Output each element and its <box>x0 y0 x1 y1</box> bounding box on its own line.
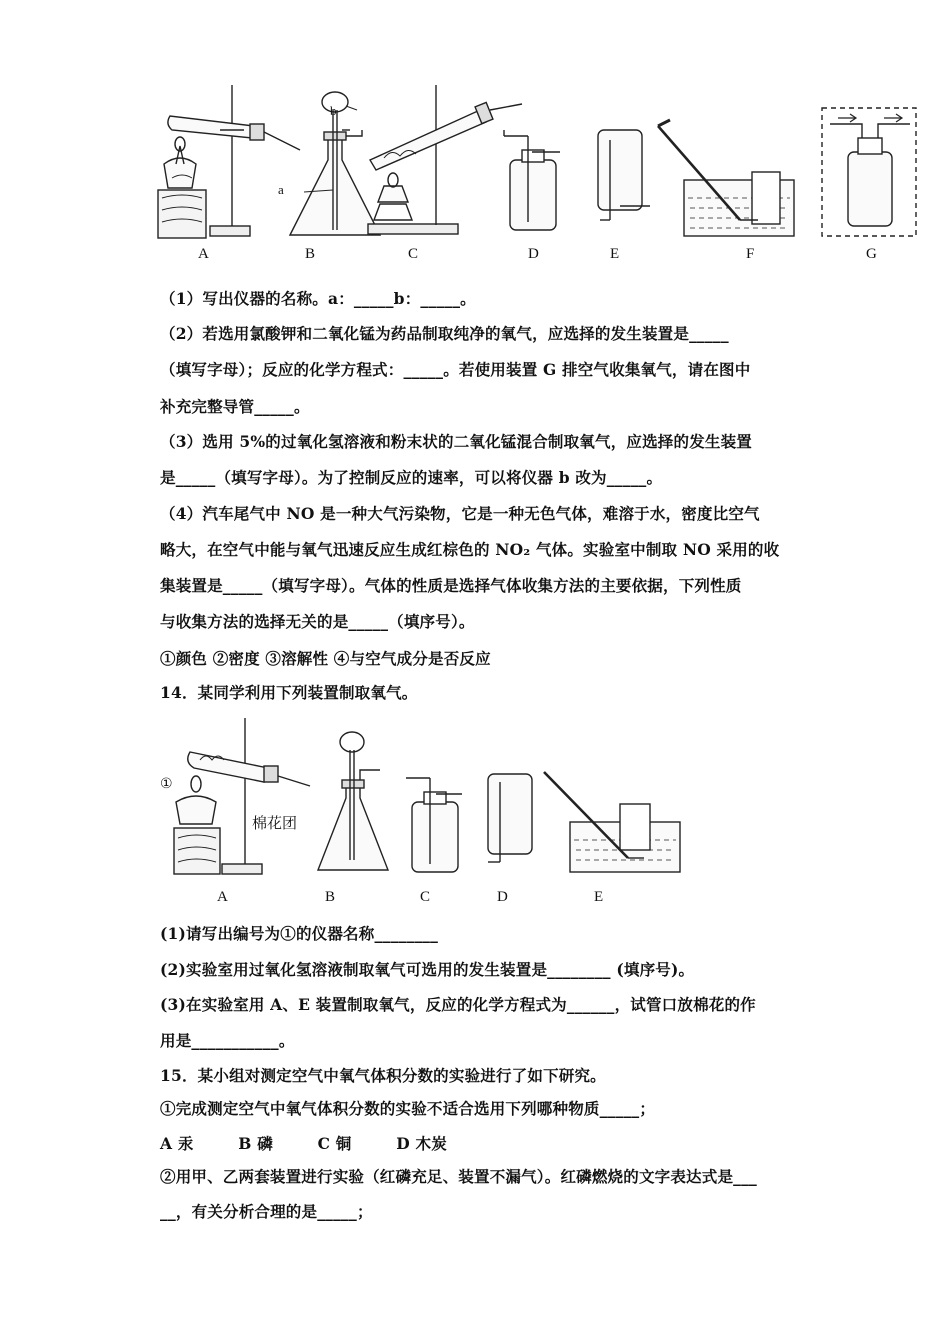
figure-1-label-a: a <box>278 182 284 197</box>
q13-part1: （1）写出仪器的名称。a：_____b：_____。 <box>160 289 476 308</box>
q15-title: 15．某小组对测定空气中氧气体积分数的实验进行了如下研究。 <box>160 1066 606 1085</box>
q14-sub2: (2)实验室用过氧化氢溶液制取氧气可选用的发生装置是________ (填序号)。 <box>160 960 695 979</box>
figure-1-caption-c: C <box>408 246 419 262</box>
apparatus-a-drawing <box>158 85 300 238</box>
q13-part4-options: ①颜色 ②密度 ③溶解性 ④与空气成分是否反应 <box>160 649 491 668</box>
q13-part4-line1: （4）汽车尾气中 NO 是一种大气污染物，它是一种无色气体，难溶于水，密度比空气 <box>160 504 760 523</box>
figure-2-caption-d: D <box>497 889 508 905</box>
q14-sub3-line2: 用是___________。 <box>160 1031 295 1050</box>
q13-part2-line2: （填写字母）；反应的化学方程式：_____。若使用装置 G 排空气收集氧气，请在图中 <box>160 360 751 379</box>
apparatus-g-drawing <box>822 108 916 236</box>
figure-2-caption-c: C <box>420 889 431 905</box>
figure-1-caption-g: G <box>866 246 877 262</box>
figure-2-label-1: ① <box>160 776 173 792</box>
q13-part4-line3: 集装置是_____（填写字母）。气体的性质是选择气体收集方法的主要依据，下列性质 <box>160 576 742 595</box>
q13-part3-line1: （3）选用 5%的过氧化氢溶液和粉末状的二氧化锰混合制取氧气，应选择的发生装置 <box>160 432 752 451</box>
q14-sub1: (1)请写出编号为①的仪器名称________ <box>160 924 439 943</box>
q15-item2-line1: ②用甲、乙两套装置进行实验（红磷充足、装置不漏气）。红磷燃烧的文字表达式是___ <box>160 1167 758 1186</box>
q15-item1: ①完成测定空气中氧气体积分数的实验不适合选用下列哪种物质_____； <box>160 1099 656 1118</box>
q13-part3-line2: 是_____（填写字母）。为了控制反应的速率，可以将仪器 b 改为_____。 <box>160 468 663 487</box>
figure-1-caption-a: A <box>198 246 209 262</box>
apparatus-2a-drawing <box>174 718 310 874</box>
figure-2-caption-b: B <box>325 889 336 905</box>
apparatus-2c-drawing <box>406 778 462 872</box>
q13-part4-line2: 略大，在空气中能与氧气迅速反应生成红棕色的 NO₂ 气体。实验室中制取 NO 采用的收 <box>160 540 780 559</box>
apparatus-2b-drawing <box>318 732 388 870</box>
figure-1-caption-d: D <box>528 246 539 262</box>
apparatus-c-drawing <box>368 85 522 234</box>
apparatus-2d-drawing <box>488 774 532 862</box>
apparatus-2e-drawing <box>544 772 680 872</box>
figure-1-caption-f: F <box>746 246 755 262</box>
figure-1-caption-b: B <box>305 246 316 262</box>
apparatus-d-drawing <box>504 130 560 230</box>
figure-apparatus-1 <box>150 80 930 275</box>
q13-part4-line4: 与收集方法的选择无关的是_____（填序号）。 <box>160 612 475 631</box>
q13-part2-line1: （2）若选用氯酸钾和二氧化锰为药品制取纯净的氧气，应选择的发生装置是_____ <box>160 324 729 343</box>
apparatus-e-drawing <box>598 130 650 220</box>
figure-1-label-b: b <box>330 103 337 118</box>
figure-1-caption-e: E <box>610 246 620 262</box>
q14-sub3-line1: (3)在实验室用 A、E 装置制取氧气，反应的化学方程式为______，试管口放棉花的作 <box>160 995 756 1014</box>
q15-item2-line2: __，有关分析合理的是_____； <box>160 1202 373 1221</box>
q14-title: 14．某同学利用下列装置制取氧气。 <box>160 683 418 702</box>
figure-2-caption-a: A <box>217 889 228 905</box>
q13-part2-line3: 补充完整导管_____。 <box>160 397 310 416</box>
figure-apparatus-2 <box>160 710 700 890</box>
q15-options: A 汞 B 磷 C 铜 D 木炭 <box>160 1134 447 1153</box>
apparatus-f-drawing <box>658 120 794 236</box>
figure-2-caption-e: E <box>594 889 604 905</box>
figure-2-label-cotton: 棉花团 <box>252 814 298 832</box>
